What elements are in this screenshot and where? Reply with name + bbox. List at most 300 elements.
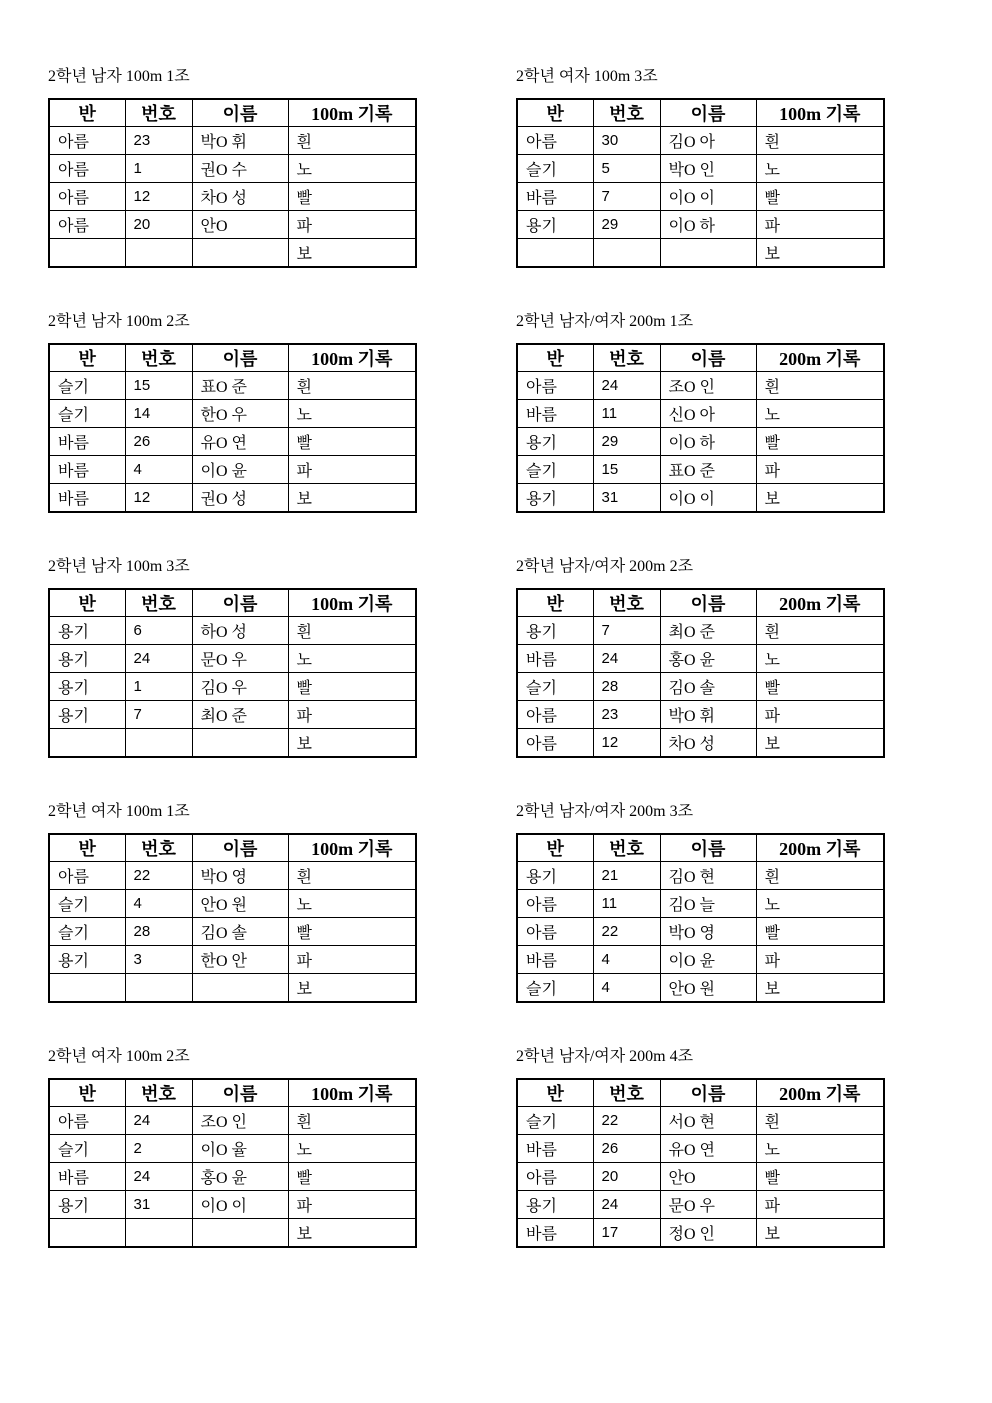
race-heat-block	[516, 556, 984, 801]
class-cell: 슬기	[49, 400, 125, 428]
class-cell	[49, 729, 125, 757]
name-cell: 조O 인	[660, 372, 756, 400]
number-cell: 17	[593, 1219, 660, 1247]
number-cell: 1	[125, 155, 192, 183]
record-cell: 보	[756, 239, 884, 267]
header-cell-number: 번호	[593, 99, 660, 127]
name-cell: 권O 성	[192, 484, 288, 512]
record-cell: 파	[756, 946, 884, 974]
header-cell-record: 200m 기록	[756, 1079, 884, 1107]
name-cell: 차O 성	[660, 729, 756, 757]
name-cell: 문O 우	[192, 645, 288, 673]
class-cell: 용기	[517, 617, 593, 645]
name-cell: 박O 휘	[660, 701, 756, 729]
name-cell: 최O 준	[192, 701, 288, 729]
header-cell-class: 반	[517, 834, 593, 862]
name-cell: 유O 연	[192, 428, 288, 456]
number-cell: 7	[593, 617, 660, 645]
race-table	[516, 588, 885, 758]
name-cell: 홍O 윤	[660, 645, 756, 673]
header-cell-name: 이름	[660, 589, 756, 617]
number-cell: 20	[125, 211, 192, 239]
name-cell: 차O 성	[192, 183, 288, 211]
class-cell: 아름	[49, 862, 125, 890]
number-cell	[593, 239, 660, 267]
name-cell: 박O 영	[192, 862, 288, 890]
table-row	[49, 974, 416, 1002]
name-cell: 한O 안	[192, 946, 288, 974]
name-cell	[192, 729, 288, 757]
table-body	[517, 1107, 884, 1247]
table-title: 2학년 남자 100m 2조	[48, 313, 190, 330]
number-cell: 24	[593, 372, 660, 400]
record-cell: 파	[288, 211, 416, 239]
race-heat-block	[48, 556, 516, 801]
header-cell-record: 200m 기록	[756, 589, 884, 617]
number-cell: 30	[593, 127, 660, 155]
name-cell: 이O 하	[660, 428, 756, 456]
table-row	[49, 1191, 416, 1219]
class-cell: 용기	[49, 946, 125, 974]
header-row	[517, 834, 884, 862]
record-cell: 노	[756, 155, 884, 183]
table-body	[49, 127, 416, 267]
header-cell-class: 반	[49, 834, 125, 862]
header-cell-record: 200m 기록	[756, 344, 884, 372]
class-cell: 슬기	[517, 1107, 593, 1135]
table-row	[517, 372, 884, 400]
number-cell: 5	[593, 155, 660, 183]
number-cell: 24	[125, 1163, 192, 1191]
record-cell: 흰	[756, 1107, 884, 1135]
name-cell: 한O 우	[192, 400, 288, 428]
header-row	[49, 99, 416, 127]
header-cell-number: 번호	[593, 834, 660, 862]
table-row	[49, 890, 416, 918]
record-cell: 파	[288, 1191, 416, 1219]
number-cell: 7	[593, 183, 660, 211]
header-cell-name: 이름	[192, 99, 288, 127]
name-cell: 박O 인	[660, 155, 756, 183]
record-cell: 흰	[288, 617, 416, 645]
name-cell: 안O 원	[660, 974, 756, 1002]
header-row	[49, 834, 416, 862]
class-cell: 바름	[49, 428, 125, 456]
table-body	[49, 1107, 416, 1247]
table-row	[49, 645, 416, 673]
header-cell-class: 반	[49, 589, 125, 617]
record-cell: 노	[288, 645, 416, 673]
table-body	[49, 372, 416, 512]
class-cell: 바름	[517, 1135, 593, 1163]
table-row	[49, 617, 416, 645]
name-cell: 권O 수	[192, 155, 288, 183]
header-cell-name: 이름	[660, 1079, 756, 1107]
name-cell: 박O 휘	[192, 127, 288, 155]
table-row	[49, 701, 416, 729]
table-body	[49, 617, 416, 757]
number-cell: 24	[125, 645, 192, 673]
number-cell: 26	[125, 428, 192, 456]
table-title: 2학년 남자 100m 3조	[48, 558, 190, 575]
class-cell	[49, 1219, 125, 1247]
number-cell: 4	[125, 456, 192, 484]
record-cell: 보	[288, 729, 416, 757]
table-row	[517, 1219, 884, 1247]
class-cell	[49, 239, 125, 267]
table-row	[517, 974, 884, 1002]
header-cell-number: 번호	[125, 589, 192, 617]
name-cell: 서O 현	[660, 1107, 756, 1135]
record-cell: 노	[756, 890, 884, 918]
number-cell: 6	[125, 617, 192, 645]
table-row	[517, 617, 884, 645]
class-cell: 슬기	[49, 1135, 125, 1163]
table-row	[517, 428, 884, 456]
table-body	[517, 617, 884, 757]
number-cell: 1	[125, 673, 192, 701]
number-cell	[125, 729, 192, 757]
header-cell-record: 100m 기록	[288, 589, 416, 617]
table-row	[517, 1135, 884, 1163]
race-table	[48, 1078, 417, 1248]
table-row	[517, 456, 884, 484]
table-row	[49, 673, 416, 701]
record-cell: 파	[756, 701, 884, 729]
class-cell: 슬기	[49, 918, 125, 946]
table-row	[517, 484, 884, 512]
table-row	[49, 239, 416, 267]
name-cell	[192, 1219, 288, 1247]
header-cell-number: 번호	[125, 834, 192, 862]
table-row	[49, 1135, 416, 1163]
header-row	[49, 1079, 416, 1107]
header-cell-record: 100m 기록	[756, 99, 884, 127]
name-cell: 안O 원	[192, 890, 288, 918]
header-cell-name: 이름	[192, 1079, 288, 1107]
table-row	[517, 890, 884, 918]
header-cell-record: 100m 기록	[288, 834, 416, 862]
table-row	[517, 701, 884, 729]
name-cell	[660, 239, 756, 267]
number-cell: 26	[593, 1135, 660, 1163]
record-cell: 노	[756, 1135, 884, 1163]
record-cell: 빨	[288, 428, 416, 456]
header-cell-name: 이름	[192, 834, 288, 862]
record-cell: 보	[288, 974, 416, 1002]
race-table	[48, 588, 417, 758]
race-table	[48, 833, 417, 1003]
class-cell: 용기	[49, 701, 125, 729]
header-cell-record: 200m 기록	[756, 834, 884, 862]
record-cell: 흰	[288, 862, 416, 890]
header-cell-record: 100m 기록	[288, 1079, 416, 1107]
record-cell: 빨	[756, 673, 884, 701]
header-row	[517, 1079, 884, 1107]
number-cell: 28	[593, 673, 660, 701]
class-cell: 용기	[49, 1191, 125, 1219]
table-title: 2학년 남자/여자 200m 3조	[516, 803, 694, 820]
table-title: 2학년 여자 100m 2조	[48, 1048, 190, 1065]
record-cell: 흰	[288, 1107, 416, 1135]
class-cell: 아름	[517, 1163, 593, 1191]
table-row	[49, 456, 416, 484]
table-row	[49, 211, 416, 239]
number-cell: 3	[125, 946, 192, 974]
name-cell: 이O 율	[192, 1135, 288, 1163]
number-cell: 11	[593, 890, 660, 918]
class-cell: 용기	[517, 428, 593, 456]
name-cell: 문O 우	[660, 1191, 756, 1219]
table-body	[517, 127, 884, 267]
name-cell: 안O	[660, 1163, 756, 1191]
table-row	[49, 946, 416, 974]
class-cell: 바름	[49, 1163, 125, 1191]
table-body	[49, 862, 416, 1002]
number-cell: 31	[125, 1191, 192, 1219]
table-row	[49, 183, 416, 211]
race-table	[516, 833, 885, 1003]
number-cell: 4	[125, 890, 192, 918]
name-cell: 김O 현	[660, 862, 756, 890]
race-table	[516, 98, 885, 268]
number-cell: 4	[593, 974, 660, 1002]
name-cell: 유O 연	[660, 1135, 756, 1163]
name-cell	[192, 974, 288, 1002]
race-table	[516, 1078, 885, 1248]
race-heat-block	[48, 801, 516, 1046]
table-title: 2학년 남자/여자 200m 2조	[516, 558, 694, 575]
table-row	[49, 372, 416, 400]
table-row	[517, 1107, 884, 1135]
name-cell: 이O 하	[660, 211, 756, 239]
number-cell	[125, 974, 192, 1002]
class-cell: 용기	[49, 645, 125, 673]
name-cell: 표O 준	[660, 456, 756, 484]
table-row	[49, 1163, 416, 1191]
race-heat-block	[48, 66, 516, 311]
name-cell: 조O 인	[192, 1107, 288, 1135]
header-cell-class: 반	[517, 344, 593, 372]
record-cell: 보	[756, 729, 884, 757]
record-cell: 흰	[756, 372, 884, 400]
header-cell-number: 번호	[125, 344, 192, 372]
table-row	[517, 211, 884, 239]
name-cell: 신O 아	[660, 400, 756, 428]
class-cell: 용기	[517, 862, 593, 890]
header-cell-number: 번호	[593, 344, 660, 372]
race-heat-block	[516, 801, 984, 1046]
number-cell: 12	[125, 484, 192, 512]
class-cell: 아름	[517, 701, 593, 729]
class-cell: 슬기	[517, 155, 593, 183]
name-cell: 이O 윤	[660, 946, 756, 974]
number-cell: 24	[125, 1107, 192, 1135]
record-cell: 노	[288, 400, 416, 428]
class-cell: 슬기	[517, 456, 593, 484]
record-cell: 흰	[756, 127, 884, 155]
record-cell: 보	[288, 239, 416, 267]
header-cell-name: 이름	[660, 99, 756, 127]
name-cell: 정O 인	[660, 1219, 756, 1247]
number-cell: 22	[593, 1107, 660, 1135]
race-heat-block	[48, 311, 516, 556]
table-row	[49, 400, 416, 428]
name-cell: 안O	[192, 211, 288, 239]
class-cell: 바름	[517, 400, 593, 428]
number-cell: 20	[593, 1163, 660, 1191]
table-title: 2학년 여자 100m 3조	[516, 68, 658, 85]
table-row	[517, 239, 884, 267]
header-cell-class: 반	[49, 1079, 125, 1107]
table-row	[517, 918, 884, 946]
number-cell	[125, 1219, 192, 1247]
table-row	[517, 673, 884, 701]
record-cell: 보	[756, 484, 884, 512]
class-cell: 바름	[517, 645, 593, 673]
number-cell: 22	[593, 918, 660, 946]
name-cell: 표O 준	[192, 372, 288, 400]
header-row	[49, 589, 416, 617]
header-cell-class: 반	[517, 589, 593, 617]
table-row	[49, 729, 416, 757]
table-row	[49, 862, 416, 890]
record-cell: 보	[756, 1219, 884, 1247]
class-cell: 바름	[517, 183, 593, 211]
name-cell: 김O 솔	[660, 673, 756, 701]
name-cell: 홍O 윤	[192, 1163, 288, 1191]
class-cell: 바름	[49, 456, 125, 484]
table-row	[517, 946, 884, 974]
record-cell: 파	[756, 211, 884, 239]
class-cell: 용기	[517, 1191, 593, 1219]
table-row	[49, 155, 416, 183]
name-cell: 이O 윤	[192, 456, 288, 484]
header-cell-class: 반	[517, 1079, 593, 1107]
class-cell: 용기	[49, 617, 125, 645]
class-cell: 슬기	[49, 372, 125, 400]
number-cell: 29	[593, 211, 660, 239]
record-cell: 빨	[756, 428, 884, 456]
header-cell-class: 반	[49, 99, 125, 127]
race-heat-block	[48, 1046, 516, 1291]
header-cell-name: 이름	[660, 834, 756, 862]
number-cell: 24	[593, 1191, 660, 1219]
table-row	[49, 127, 416, 155]
number-cell: 21	[593, 862, 660, 890]
table-row	[517, 729, 884, 757]
header-row	[517, 344, 884, 372]
number-cell: 24	[593, 645, 660, 673]
header-row	[517, 589, 884, 617]
race-heat-block	[516, 66, 984, 311]
number-cell: 15	[593, 456, 660, 484]
class-cell	[49, 974, 125, 1002]
table-row	[517, 183, 884, 211]
header-cell-number: 번호	[125, 99, 192, 127]
class-cell: 아름	[49, 211, 125, 239]
class-cell: 바름	[517, 1219, 593, 1247]
class-cell: 아름	[49, 155, 125, 183]
record-cell: 노	[288, 1135, 416, 1163]
class-cell: 슬기	[517, 974, 593, 1002]
class-cell: 슬기	[49, 890, 125, 918]
number-cell: 14	[125, 400, 192, 428]
header-cell-class: 반	[517, 99, 593, 127]
table-row	[517, 155, 884, 183]
record-cell: 노	[756, 400, 884, 428]
name-cell: 김O 늘	[660, 890, 756, 918]
table-row	[49, 428, 416, 456]
record-cell: 파	[288, 456, 416, 484]
name-cell: 김O 아	[660, 127, 756, 155]
class-cell: 아름	[49, 1107, 125, 1135]
name-cell: 김O 솔	[192, 918, 288, 946]
record-cell: 노	[288, 890, 416, 918]
number-cell	[125, 239, 192, 267]
race-table	[48, 343, 417, 513]
table-row	[49, 1219, 416, 1247]
table-row	[517, 1163, 884, 1191]
name-cell	[192, 239, 288, 267]
record-cell: 노	[756, 645, 884, 673]
number-cell: 22	[125, 862, 192, 890]
class-cell: 용기	[517, 484, 593, 512]
name-cell: 하O 성	[192, 617, 288, 645]
class-cell: 바름	[517, 946, 593, 974]
header-row	[49, 344, 416, 372]
record-cell: 파	[288, 946, 416, 974]
record-cell: 노	[288, 155, 416, 183]
number-cell: 29	[593, 428, 660, 456]
record-cell: 파	[288, 701, 416, 729]
header-row	[517, 99, 884, 127]
table-title: 2학년 남자 100m 1조	[48, 68, 190, 85]
name-cell: 이O 이	[192, 1191, 288, 1219]
class-cell: 용기	[517, 211, 593, 239]
number-cell: 31	[593, 484, 660, 512]
record-cell: 파	[756, 456, 884, 484]
name-cell: 김O 우	[192, 673, 288, 701]
class-cell: 바름	[49, 484, 125, 512]
number-cell: 2	[125, 1135, 192, 1163]
table-title: 2학년 남자/여자 200m 1조	[516, 313, 694, 330]
number-cell: 4	[593, 946, 660, 974]
class-cell: 아름	[517, 890, 593, 918]
record-cell: 빨	[288, 1163, 416, 1191]
record-cell: 보	[756, 974, 884, 1002]
header-cell-number: 번호	[125, 1079, 192, 1107]
record-cell: 흰	[288, 372, 416, 400]
header-cell-name: 이름	[192, 344, 288, 372]
race-heat-block	[516, 1046, 984, 1291]
table-row	[49, 1107, 416, 1135]
table-row	[517, 645, 884, 673]
record-cell: 빨	[756, 183, 884, 211]
record-cell: 보	[288, 1219, 416, 1247]
table-body	[517, 372, 884, 512]
table-row	[517, 127, 884, 155]
record-cell: 보	[288, 484, 416, 512]
class-cell: 아름	[517, 918, 593, 946]
class-cell: 슬기	[517, 673, 593, 701]
record-cell: 흰	[756, 617, 884, 645]
race-heat-block	[516, 311, 984, 556]
name-cell: 최O 준	[660, 617, 756, 645]
class-cell	[517, 239, 593, 267]
record-cell: 빨	[288, 918, 416, 946]
number-cell: 15	[125, 372, 192, 400]
